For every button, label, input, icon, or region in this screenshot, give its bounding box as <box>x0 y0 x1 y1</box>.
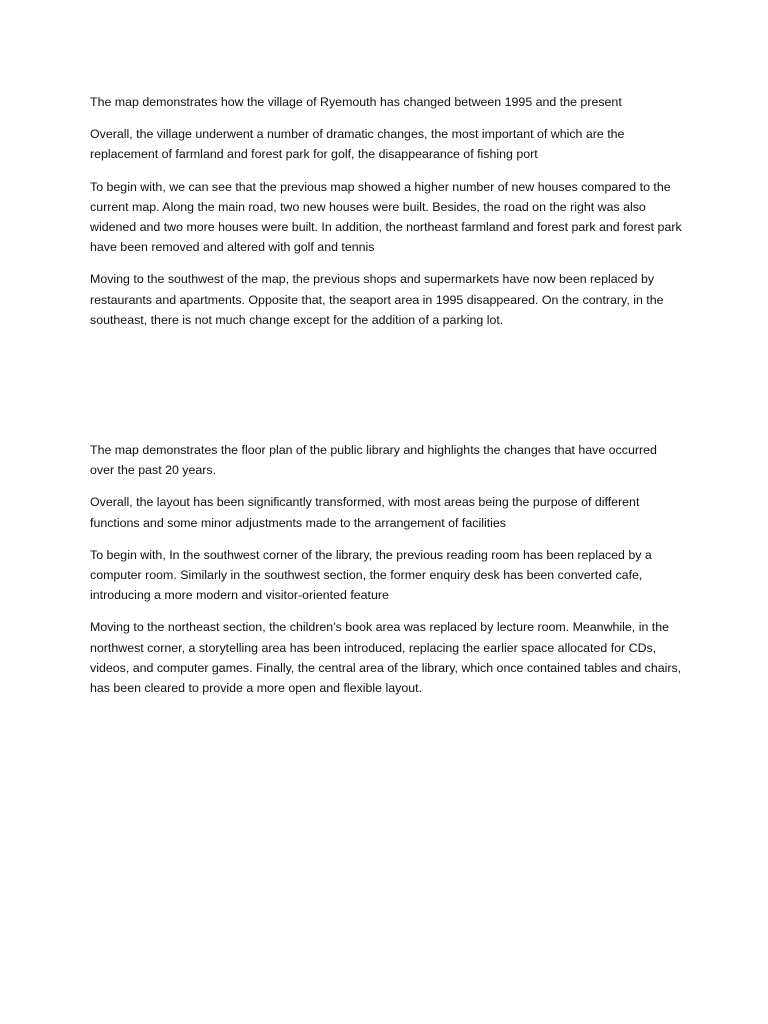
paragraph-body-2: Moving to the northeast section, the children’s book area was replaced by lecture room. Meanwhile, in the northwest corner, a storytelling area has been introduced, replacing the earlier space allocated for CDs, videos, and computer games. Finally, the central area of the library, which once contained tables and chairs, has been cleared to provide a more open and flexible layout. <box>90 620 682 696</box>
paragraph-intro: The map demonstrates the floor plan of the public library and highlights the changes that have occurred over the past 20 years. <box>90 443 657 478</box>
paragraph-body-2: Moving to the southwest of the map, the previous shops and supermarkets have now been replaced by restaurants and apartments. Opposite that, the seaport area in 1995 disappeared. On the contrary, in the southeast, there is not much change except for the addition of a parking lot. <box>90 272 664 327</box>
paragraph-overview: Overall, the layout has been significantly transformed, with most areas being the purpose of different functions and some minor adjustments made to the arrangement of facilities <box>90 495 640 530</box>
paragraph-body-1: To begin with, we can see that the previous map showed a higher number of new houses compared to the current map. Along the main road, two new houses were built. Besides, the road on the right was also widened and two more houses were built. In addition, the northeast farmland and forest park and forest park have been removed and altered with golf and tennis <box>90 179 682 255</box>
paragraph-body-1: To begin with, In the southwest corner of the library, the previous reading room has been replaced by a computer room. Similarly in the southwest section, the former enquiry desk has been converted cafe, introducing a more modern and visitor-oriented feature <box>90 547 652 603</box>
ryemouth-essay-section <box>90 92 682 342</box>
paragraph-intro: The map demonstrates how the village of Ryemouth has changed between 1995 and the present <box>90 95 622 109</box>
library-essay-section <box>90 440 682 710</box>
paragraph-overview: Overall, the village underwent a number of dramatic changes, the most important of which are the replacement of farmland and forest park for golf, the disappearance of fishing port <box>90 127 625 162</box>
